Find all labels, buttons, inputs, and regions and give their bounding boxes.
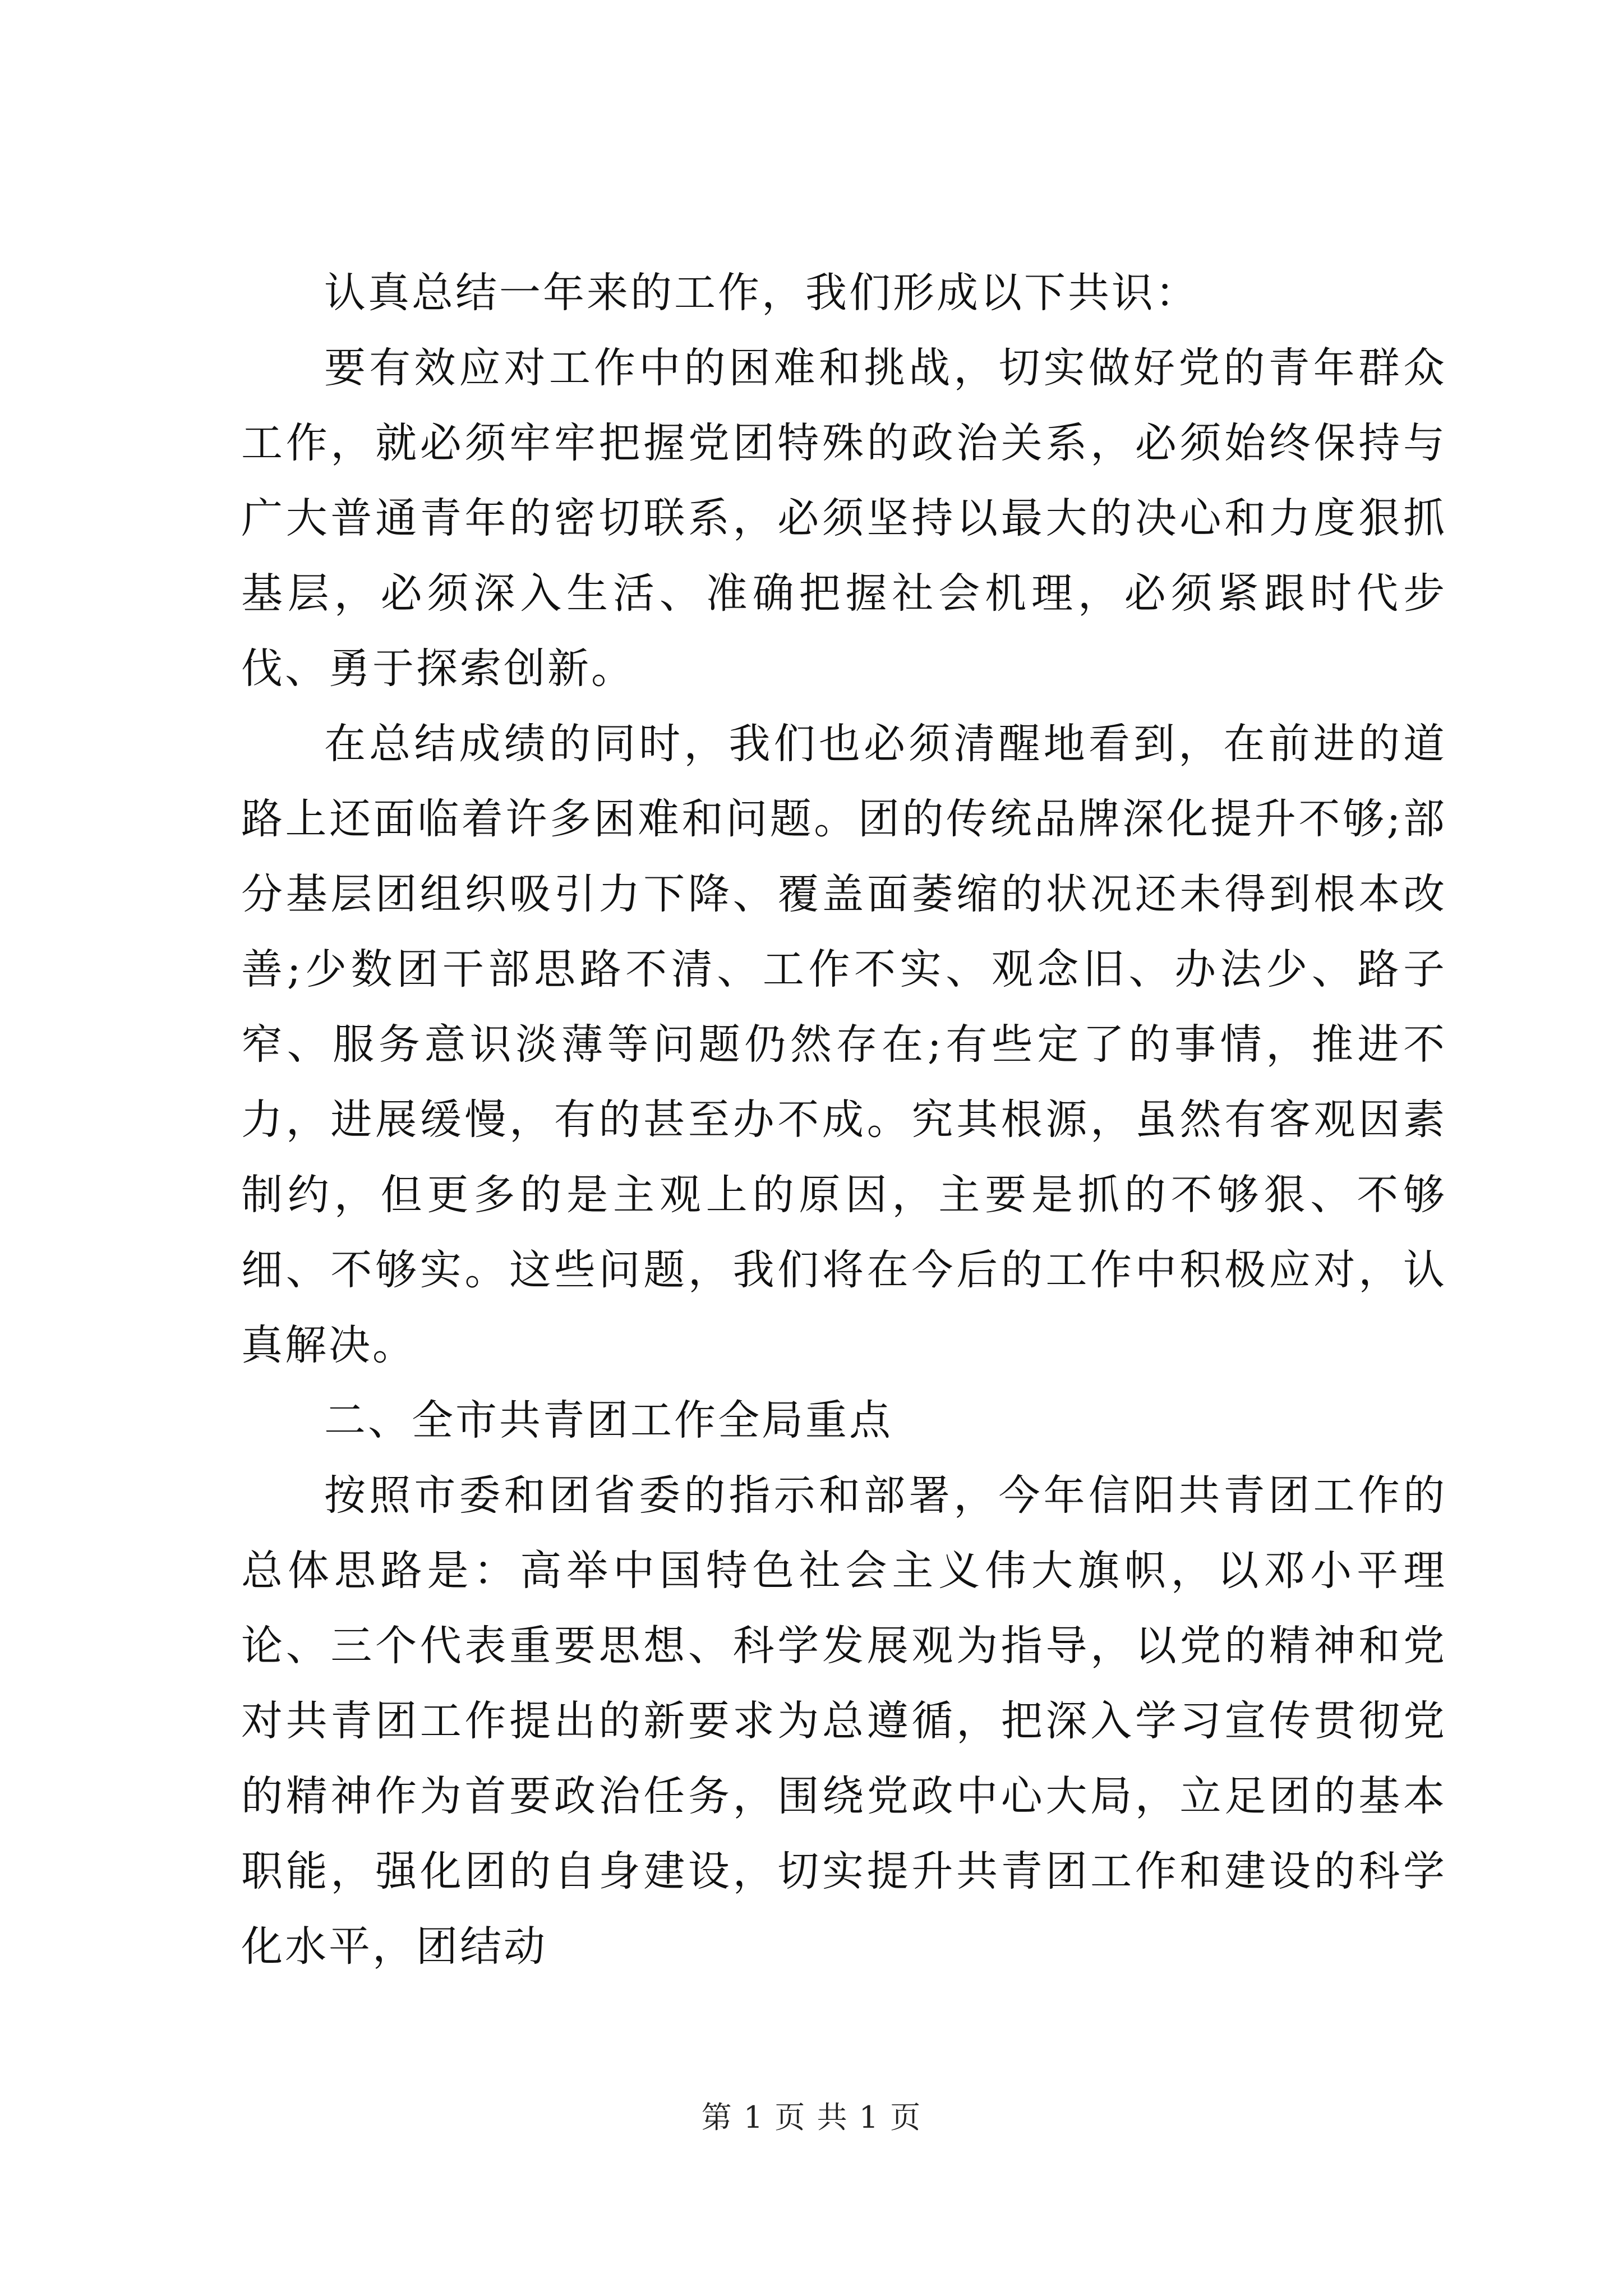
paragraph-consensus-points: 要有效应对工作中的困难和挑战，切实做好党的青年群众工作，就必须牢牢把握党团特殊的政治关系，必须始终保持与广大普通青年的密切联系，必须坚持以最大的决心和力度狠抓基层，必须深入生活、准确把握社会机理，必须紧跟时代步伐、勇于探索创新。 — [241, 344, 1447, 693]
document-body — [241, 255, 1447, 1984]
page-number-footer: 第 1 页 共 1 页 — [701, 2100, 922, 2135]
paragraph-problems: 在总结成绩的同时，我们也必须清醒地看到，在前进的道路上还面临着许多困难和问题。团的传统品牌深化提升不够;部分基层团组织吸引力下降、覆盖面萎缩的状况还未得到根本改善;少数团干部思路不清、工作不实、观念旧、办法少、路子窄、服务意识淡薄等问题仍然存在;有些定了的事情，推进不力，进展缓慢，有的甚至办不成。究其根源，虽然有客观因素制约，但更多的是主观上的原因，主要是抓的不够狠、不够细、不够实。这些问题，我们将在今后的工作中积极应对，认真解决。 — [241, 720, 1447, 1369]
paragraph-consensus-intro: 认真总结一年来的工作，我们形成以下共识： — [324, 269, 1199, 317]
section-heading-work-focus: 二、全市共青团工作全局重点 — [324, 1396, 893, 1444]
paragraph-overall-approach: 按照市委和团省委的指示和部署，今年信阳共青团工作的总体思路是：高举中国特色社会主义伟大旗帜，以邓小平理论、三个代表重要思想、科学发展观为指导，以党的精神和党对共青团工作提出的新要求为总遵循，把深入学习宣传贯彻党的精神作为首要政治任务，围绕党政中心大局，立足团的基本职能，强化团的自身建设，切实提升共青团工作和建设的科学化水平，团结动 — [241, 1471, 1447, 1971]
